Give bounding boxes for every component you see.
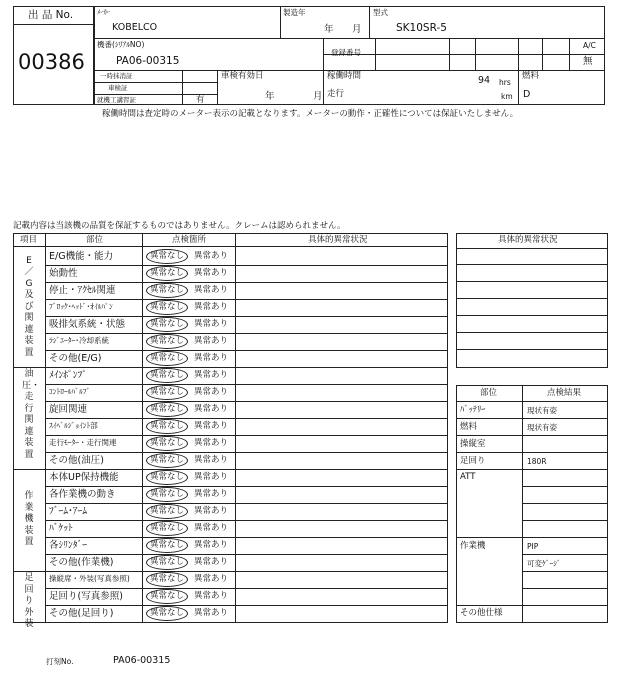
ng-checkbox[interactable]: 異常あり bbox=[194, 251, 229, 261]
ng-checkbox[interactable]: 異常あり bbox=[194, 557, 229, 567]
inspection-part-label: ｺﾝﾄﾛｰﾙﾊﾞﾙﾌﾞ bbox=[49, 387, 91, 396]
ok-checkbox[interactable] bbox=[146, 283, 188, 298]
result-part-fuel: 燃料 bbox=[460, 422, 478, 432]
ok-label: 異常なし bbox=[150, 302, 185, 312]
model-value: SK10SR-5 bbox=[396, 22, 447, 34]
lot-label: 出 品 No. bbox=[28, 9, 74, 21]
inspection-part-label: ﾒｲﾝﾎﾟﾝﾌﾟ bbox=[49, 370, 88, 381]
ng-checkbox[interactable]: 異常あり bbox=[194, 319, 229, 329]
ok-checkbox[interactable] bbox=[146, 504, 188, 519]
ok-label: 異常なし bbox=[150, 540, 185, 550]
month-unit: 月 bbox=[352, 24, 362, 35]
result-value-battery: 現状有姿 bbox=[527, 406, 557, 415]
inspect-month-unit: 月 bbox=[313, 91, 323, 102]
ok-checkbox[interactable] bbox=[146, 606, 188, 621]
col-detail: 具体的異常状況 bbox=[308, 235, 368, 245]
year-label: 製造年 bbox=[283, 8, 306, 17]
row-divider bbox=[45, 265, 448, 266]
ng-checkbox[interactable]: 異常あり bbox=[194, 489, 229, 499]
ng-checkbox[interactable]: 異常あり bbox=[194, 523, 229, 533]
row-divider bbox=[45, 316, 448, 317]
inspection-part-label: ﾗｼﾞｴｰﾀｰ･冷却系統 bbox=[49, 336, 109, 345]
ok-checkbox[interactable] bbox=[146, 555, 188, 570]
ng-checkbox[interactable]: 異常あり bbox=[194, 336, 229, 346]
travel-label: 走行 bbox=[327, 89, 345, 99]
hours-unit: hrs bbox=[499, 78, 511, 87]
stamp-label: 打刻No. bbox=[46, 657, 74, 666]
ng-checkbox[interactable]: 異常あり bbox=[194, 472, 229, 482]
fuel-label: 燃料 bbox=[522, 71, 540, 81]
inspection-part-label: 旋回関連 bbox=[49, 404, 88, 415]
group-title: E／G及び関連装置 bbox=[24, 255, 34, 358]
col-point: 点検箇所 bbox=[172, 235, 207, 245]
inspection-part-label: 走行ﾓｰﾀｰ・走行関連 bbox=[49, 438, 117, 447]
inspection-part-label: 足回り(写真参照) bbox=[49, 591, 123, 602]
model-label: 型式 bbox=[373, 8, 388, 17]
reg-label: 登録番号 bbox=[331, 48, 361, 57]
ok-checkbox[interactable] bbox=[146, 436, 188, 451]
ok-label: 異常なし bbox=[150, 336, 185, 346]
inspection-part-label: 本体UP保持機能 bbox=[49, 472, 119, 483]
result-part-other-spec: その他仕様 bbox=[460, 608, 503, 618]
ng-checkbox[interactable]: 異常あり bbox=[194, 387, 229, 397]
ng-checkbox[interactable]: 異常あり bbox=[194, 591, 229, 601]
disclaimer: 稼働時間は査定時のメーター表示の記載となります。メーターの動作・正確性については保証いたしません。 bbox=[102, 109, 519, 119]
training-label: 就機工講習証 bbox=[97, 96, 136, 104]
ok-label: 異常なし bbox=[150, 370, 185, 380]
ok-label: 異常なし bbox=[150, 319, 185, 329]
ok-checkbox[interactable] bbox=[146, 538, 188, 553]
ok-checkbox[interactable] bbox=[146, 351, 188, 366]
inspection-part-label: 各作業機の動き bbox=[49, 489, 116, 500]
ng-checkbox[interactable]: 異常あり bbox=[194, 353, 229, 363]
hours-label: 稼働時間 bbox=[327, 71, 362, 81]
inspection-part-label: E/G機能・能力 bbox=[49, 251, 114, 262]
maker-value: KOBELCO bbox=[112, 22, 158, 33]
result-value-undercarriage: 180R bbox=[527, 457, 547, 466]
row-divider bbox=[45, 452, 448, 453]
result-part-implement: 作業機 bbox=[460, 541, 486, 551]
inspection-part-label: その他(油圧) bbox=[49, 455, 104, 466]
ok-checkbox[interactable] bbox=[146, 487, 188, 502]
ok-checkbox[interactable] bbox=[146, 402, 188, 417]
result-part-undercarriage: 足回り bbox=[460, 456, 486, 466]
hours-value: 94 bbox=[478, 75, 491, 86]
temp-reg-label: 一時抹消証 bbox=[100, 72, 133, 80]
inspection-part-label: ﾌﾞﾛｯｸ･ﾍｯﾄﾞ･ｵｲﾙﾊﾟﾝ bbox=[49, 302, 113, 311]
ok-checkbox[interactable] bbox=[146, 453, 188, 468]
ok-label: 異常なし bbox=[150, 608, 185, 618]
ok-checkbox[interactable] bbox=[146, 266, 188, 281]
ac-label: A/C bbox=[583, 41, 596, 50]
ng-checkbox[interactable]: 異常あり bbox=[194, 438, 229, 448]
ng-checkbox[interactable]: 異常あり bbox=[194, 268, 229, 278]
notice: 記載内容は当該機の品質を保証するものではありません。クレームは認められません。 bbox=[13, 221, 346, 231]
row-divider bbox=[45, 384, 448, 385]
inspection-part-label: 操縦席・外装(写真参照) bbox=[49, 574, 130, 583]
group-title: 作業機装置 bbox=[24, 491, 34, 548]
result-col-part: 部位 bbox=[480, 388, 498, 398]
inspection-part-label: 始動性 bbox=[49, 268, 78, 279]
ok-label: 異常なし bbox=[150, 591, 185, 601]
inspection-part-label: その他(作業機) bbox=[49, 557, 114, 568]
serial-label: 機番(ｼﾘｱﾙNO) bbox=[97, 40, 145, 49]
ng-checkbox[interactable]: 異常あり bbox=[194, 608, 229, 618]
col-part: 部位 bbox=[86, 235, 104, 245]
ng-checkbox[interactable]: 異常あり bbox=[194, 370, 229, 380]
ok-label: 異常なし bbox=[150, 421, 185, 431]
fuel-value: D bbox=[523, 89, 531, 100]
inspection-part-label: その他(足回り) bbox=[49, 608, 114, 619]
ng-checkbox[interactable]: 異常あり bbox=[194, 506, 229, 516]
ok-checkbox[interactable] bbox=[146, 521, 188, 536]
result-col-result: 点検結果 bbox=[547, 388, 582, 398]
ok-label: 異常なし bbox=[150, 387, 185, 397]
ng-checkbox[interactable]: 異常あり bbox=[194, 540, 229, 550]
row-divider bbox=[45, 401, 448, 402]
ok-checkbox[interactable] bbox=[146, 249, 188, 264]
row-divider bbox=[45, 282, 448, 283]
ok-label: 異常なし bbox=[150, 268, 185, 278]
ng-checkbox[interactable]: 異常あり bbox=[194, 285, 229, 295]
ok-checkbox[interactable] bbox=[146, 300, 188, 315]
ok-checkbox[interactable] bbox=[146, 572, 188, 587]
ok-label: 異常なし bbox=[150, 404, 185, 414]
ng-checkbox[interactable]: 異常あり bbox=[194, 455, 229, 465]
serial-value: PA06-00315 bbox=[116, 55, 180, 67]
result-value-gauge: 可変ｹﾞｰｼﾞ bbox=[527, 559, 561, 568]
ok-checkbox[interactable] bbox=[146, 334, 188, 349]
ng-checkbox[interactable]: 異常あり bbox=[194, 404, 229, 414]
result-value-fuel: 現状有姿 bbox=[527, 423, 557, 432]
ok-label: 異常なし bbox=[150, 353, 185, 363]
row-divider bbox=[45, 503, 448, 504]
year-unit: 年 bbox=[324, 24, 334, 35]
ok-label: 異常なし bbox=[150, 489, 185, 499]
ok-checkbox[interactable] bbox=[146, 419, 188, 434]
ok-checkbox[interactable] bbox=[146, 470, 188, 485]
result-part-att: ATT bbox=[460, 472, 476, 482]
ok-label: 異常なし bbox=[150, 523, 185, 533]
row-divider bbox=[45, 350, 448, 351]
inspection-part-label: その他(E/G) bbox=[49, 353, 102, 364]
right-detail-header: 具体的異常状況 bbox=[498, 235, 558, 245]
ok-label: 異常なし bbox=[150, 557, 185, 567]
ok-label: 異常なし bbox=[150, 455, 185, 465]
ok-label: 異常なし bbox=[150, 285, 185, 295]
row-divider bbox=[45, 333, 448, 334]
col-item: 項目 bbox=[20, 235, 38, 245]
ok-label: 異常なし bbox=[150, 251, 185, 261]
inspection-part-label: ｽｲﾍﾞﾙｼﾞｮｲﾝﾄ部 bbox=[49, 421, 98, 430]
row-divider bbox=[45, 554, 448, 555]
ok-checkbox[interactable] bbox=[146, 368, 188, 383]
row-divider bbox=[13, 367, 448, 368]
inspection-part-label: 各ｼﾘﾝﾀﾞｰ bbox=[49, 540, 88, 551]
result-part-cab: 操縦室 bbox=[460, 439, 486, 449]
inspection-part-label: 吸排気系統・状態 bbox=[49, 319, 126, 330]
inspection-part-label: 停止・ｱｸｾﾙ関連 bbox=[49, 285, 116, 296]
group-title: 足回り外装 bbox=[24, 573, 34, 629]
row-divider bbox=[45, 486, 448, 487]
ok-label: 異常なし bbox=[150, 574, 185, 584]
group-title: 油圧・走行関連装置 bbox=[22, 369, 41, 460]
inspect-year-unit: 年 bbox=[265, 91, 275, 102]
row-divider bbox=[13, 571, 448, 572]
ok-checkbox[interactable] bbox=[146, 589, 188, 604]
result-value-implement: PIP bbox=[527, 542, 539, 551]
ok-checkbox[interactable] bbox=[146, 385, 188, 400]
ng-checkbox[interactable]: 異常あり bbox=[194, 574, 229, 584]
ac-value: 無 bbox=[583, 56, 593, 67]
ok-checkbox[interactable] bbox=[146, 317, 188, 332]
ng-checkbox[interactable]: 異常あり bbox=[194, 421, 229, 431]
row-divider bbox=[45, 588, 448, 589]
row-divider bbox=[13, 469, 448, 470]
row-divider bbox=[45, 435, 448, 436]
ng-checkbox[interactable]: 異常あり bbox=[194, 302, 229, 312]
stamp-value: PA06-00315 bbox=[113, 655, 171, 666]
maker-label: ﾒｰｶｰ bbox=[97, 8, 110, 16]
row-divider bbox=[45, 520, 448, 521]
row-divider bbox=[45, 537, 448, 538]
ok-label: 異常なし bbox=[150, 506, 185, 516]
ok-label: 異常なし bbox=[150, 438, 185, 448]
inspect-valid-label: 車検有効日 bbox=[221, 71, 264, 81]
km-unit: km bbox=[501, 92, 513, 101]
inspection-part-label: ﾊﾞｹｯﾄ bbox=[49, 523, 73, 534]
training-value: 有 bbox=[196, 95, 205, 105]
row-divider bbox=[45, 605, 448, 606]
lot-number: 00386 bbox=[18, 50, 85, 74]
row-divider bbox=[45, 299, 448, 300]
row-divider bbox=[45, 418, 448, 419]
result-part-battery: ﾊﾞｯﾃﾘｰ bbox=[460, 405, 486, 415]
ok-label: 異常なし bbox=[150, 472, 185, 482]
inspection-part-label: ﾌﾞｰﾑ･ｱｰﾑ bbox=[49, 506, 88, 517]
inspect-cert-label: 車検証 bbox=[108, 84, 128, 92]
